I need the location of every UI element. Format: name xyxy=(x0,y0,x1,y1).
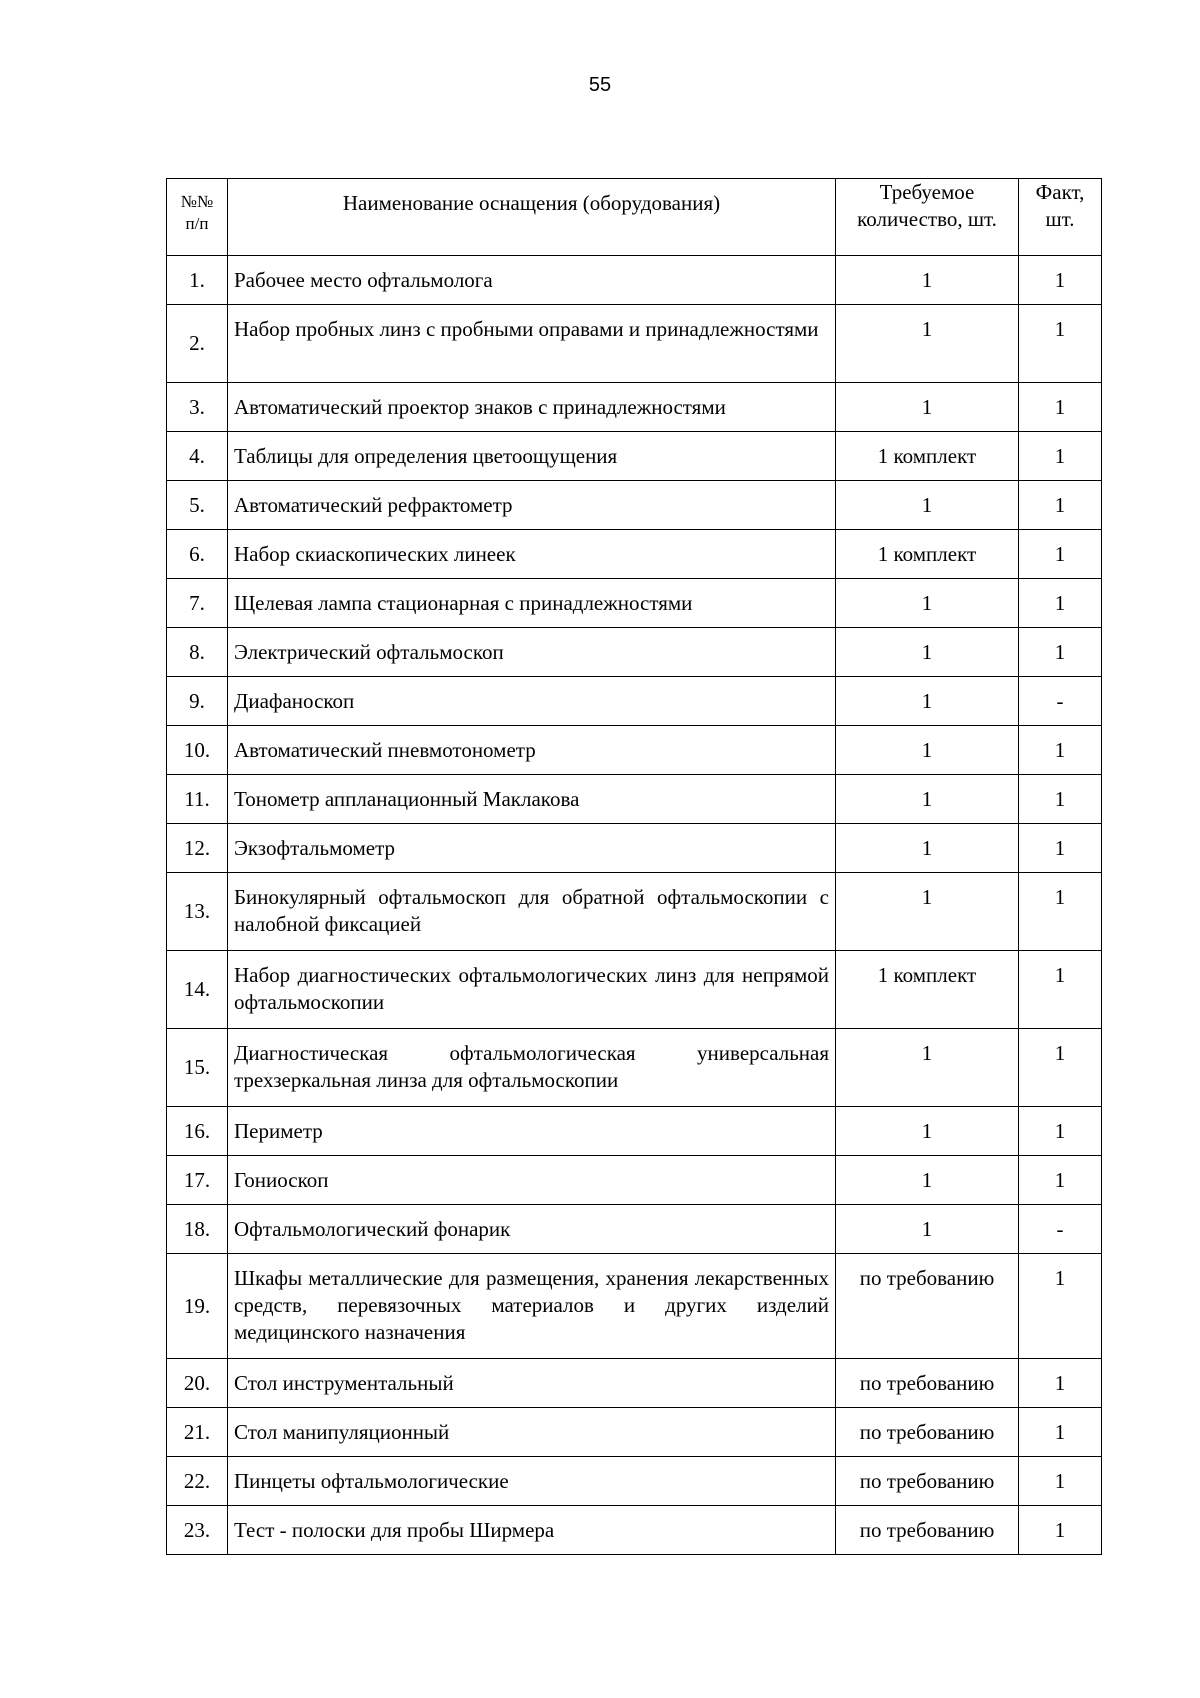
row-number: 16. xyxy=(167,1107,228,1156)
row-required: 1 xyxy=(836,1156,1019,1205)
row-name: Щелевая лампа стационарная с принадлежностями xyxy=(228,579,836,628)
row-required: по требованию xyxy=(836,1254,1019,1359)
row-name: Стол инструментальный xyxy=(228,1359,836,1408)
table-row xyxy=(167,530,1102,579)
row-fact: 1 xyxy=(1019,256,1102,305)
table-row xyxy=(167,579,1102,628)
row-required: 1 xyxy=(836,873,1019,951)
row-required: по требованию xyxy=(836,1359,1019,1408)
row-number: 5. xyxy=(167,481,228,530)
row-name: Пинцеты офтальмологические xyxy=(228,1457,836,1506)
table-row xyxy=(167,824,1102,873)
row-required: 1 xyxy=(836,628,1019,677)
row-required: 1 xyxy=(836,726,1019,775)
row-name: Бинокулярный офтальмоскоп для обратной офтальмоскопии с налобной фиксацией xyxy=(228,873,836,951)
table-row xyxy=(167,256,1102,305)
row-required: 1 xyxy=(836,1107,1019,1156)
table-row xyxy=(167,383,1102,432)
row-fact: 1 xyxy=(1019,1254,1102,1359)
header-number-label: №№ п/п xyxy=(180,192,214,233)
row-fact: 1 xyxy=(1019,726,1102,775)
table-row xyxy=(167,1107,1102,1156)
table-row xyxy=(167,628,1102,677)
row-fact: 1 xyxy=(1019,579,1102,628)
table-header-row xyxy=(167,179,1102,256)
table-row xyxy=(167,1254,1102,1359)
row-number: 14. xyxy=(167,951,228,1029)
header-fact-label: Факт, шт. xyxy=(1035,180,1085,231)
row-name: Набор диагностических офтальмологических линз для непрямой офтальмоскопии xyxy=(228,951,836,1029)
row-number: 1. xyxy=(167,256,228,305)
row-fact: 1 xyxy=(1019,1107,1102,1156)
header-number xyxy=(167,179,228,256)
row-required: 1 комплект xyxy=(836,530,1019,579)
row-name: Гониоскоп xyxy=(228,1156,836,1205)
row-number: 22. xyxy=(167,1457,228,1506)
row-fact: 1 xyxy=(1019,530,1102,579)
row-required: 1 xyxy=(836,677,1019,726)
table-row xyxy=(167,1156,1102,1205)
row-fact: 1 xyxy=(1019,481,1102,530)
row-number: 11. xyxy=(167,775,228,824)
row-name: Тонометр аппланационный Маклакова xyxy=(228,775,836,824)
row-fact: 1 xyxy=(1019,1359,1102,1408)
row-name: Шкафы металлические для размещения, хранения лекарственных средств, перевязочных материалов и других изделий медицинского назначения xyxy=(228,1254,836,1359)
row-name: Тест - полоски для пробы Ширмера xyxy=(228,1506,836,1555)
row-required: 1 xyxy=(836,824,1019,873)
row-required: по требованию xyxy=(836,1506,1019,1555)
row-name: Электрический офтальмоскоп xyxy=(228,628,836,677)
row-name: Стол манипуляционный xyxy=(228,1408,836,1457)
row-fact: - xyxy=(1019,1205,1102,1254)
table-row xyxy=(167,677,1102,726)
row-required: по требованию xyxy=(836,1457,1019,1506)
table-row xyxy=(167,432,1102,481)
row-number: 13. xyxy=(167,873,228,951)
row-fact: 1 xyxy=(1019,305,1102,383)
row-name: Экзофтальмометр xyxy=(228,824,836,873)
row-required: 1 комплект xyxy=(836,432,1019,481)
row-name: Диафаноскоп xyxy=(228,677,836,726)
row-fact: - xyxy=(1019,677,1102,726)
row-required: 1 xyxy=(836,1205,1019,1254)
row-number: 19. xyxy=(167,1254,228,1359)
header-required-label: Требуемое количество, шт. xyxy=(857,180,997,231)
row-number: 15. xyxy=(167,1029,228,1107)
row-fact: 1 xyxy=(1019,1029,1102,1107)
row-name: Набор скиаскопических линеек xyxy=(228,530,836,579)
row-fact: 1 xyxy=(1019,824,1102,873)
row-number: 4. xyxy=(167,432,228,481)
equipment-table xyxy=(166,178,1102,1555)
row-number: 18. xyxy=(167,1205,228,1254)
row-fact: 1 xyxy=(1019,873,1102,951)
table-row xyxy=(167,775,1102,824)
row-number: 21. xyxy=(167,1408,228,1457)
row-name: Набор пробных линз с пробными оправами и принадлежностями xyxy=(228,305,836,383)
table-row xyxy=(167,481,1102,530)
row-name: Рабочее место офтальмолога xyxy=(228,256,836,305)
row-name: Диагностическая офтальмологическая универсальная трехзеркальная линза для офтальмоскопии xyxy=(228,1029,836,1107)
row-required: 1 xyxy=(836,481,1019,530)
row-required: 1 xyxy=(836,383,1019,432)
row-required: 1 xyxy=(836,256,1019,305)
table-row xyxy=(167,951,1102,1029)
table-row xyxy=(167,1029,1102,1107)
row-fact: 1 xyxy=(1019,1506,1102,1555)
row-required: 1 xyxy=(836,305,1019,383)
row-required: 1 xyxy=(836,579,1019,628)
row-number: 9. xyxy=(167,677,228,726)
row-fact: 1 xyxy=(1019,432,1102,481)
row-fact: 1 xyxy=(1019,383,1102,432)
page-number: 55 xyxy=(588,74,612,96)
row-fact: 1 xyxy=(1019,951,1102,1029)
row-fact: 1 xyxy=(1019,1457,1102,1506)
row-number: 10. xyxy=(167,726,228,775)
row-name: Периметр xyxy=(228,1107,836,1156)
row-name: Офтальмологический фонарик xyxy=(228,1205,836,1254)
row-number: 7. xyxy=(167,579,228,628)
row-fact: 1 xyxy=(1019,1408,1102,1457)
table-row xyxy=(167,726,1102,775)
row-required: 1 комплект xyxy=(836,951,1019,1029)
row-number: 12. xyxy=(167,824,228,873)
row-number: 8. xyxy=(167,628,228,677)
row-fact: 1 xyxy=(1019,628,1102,677)
row-name: Автоматический рефрактометр xyxy=(228,481,836,530)
row-name: Таблицы для определения цветоощущения xyxy=(228,432,836,481)
table-row xyxy=(167,305,1102,383)
row-number: 3. xyxy=(167,383,228,432)
row-number: 20. xyxy=(167,1359,228,1408)
header-name-label: Наименование оснащения (оборудования) xyxy=(342,191,721,215)
table-row xyxy=(167,1506,1102,1555)
row-required: 1 xyxy=(836,1029,1019,1107)
table-row xyxy=(167,873,1102,951)
table-row xyxy=(167,1205,1102,1254)
row-number: 6. xyxy=(167,530,228,579)
table-row xyxy=(167,1408,1102,1457)
row-number: 2. xyxy=(167,305,228,383)
table-row xyxy=(167,1359,1102,1408)
row-name: Автоматический пневмотонометр xyxy=(228,726,836,775)
table-row xyxy=(167,1457,1102,1506)
row-required: по требованию xyxy=(836,1408,1019,1457)
row-fact: 1 xyxy=(1019,775,1102,824)
row-number: 17. xyxy=(167,1156,228,1205)
row-number: 23. xyxy=(167,1506,228,1555)
row-name: Автоматический проектор знаков с принадлежностями xyxy=(228,383,836,432)
header-required xyxy=(836,179,1019,256)
row-fact: 1 xyxy=(1019,1156,1102,1205)
header-name xyxy=(228,179,836,256)
row-required: 1 xyxy=(836,775,1019,824)
header-fact xyxy=(1019,179,1102,256)
